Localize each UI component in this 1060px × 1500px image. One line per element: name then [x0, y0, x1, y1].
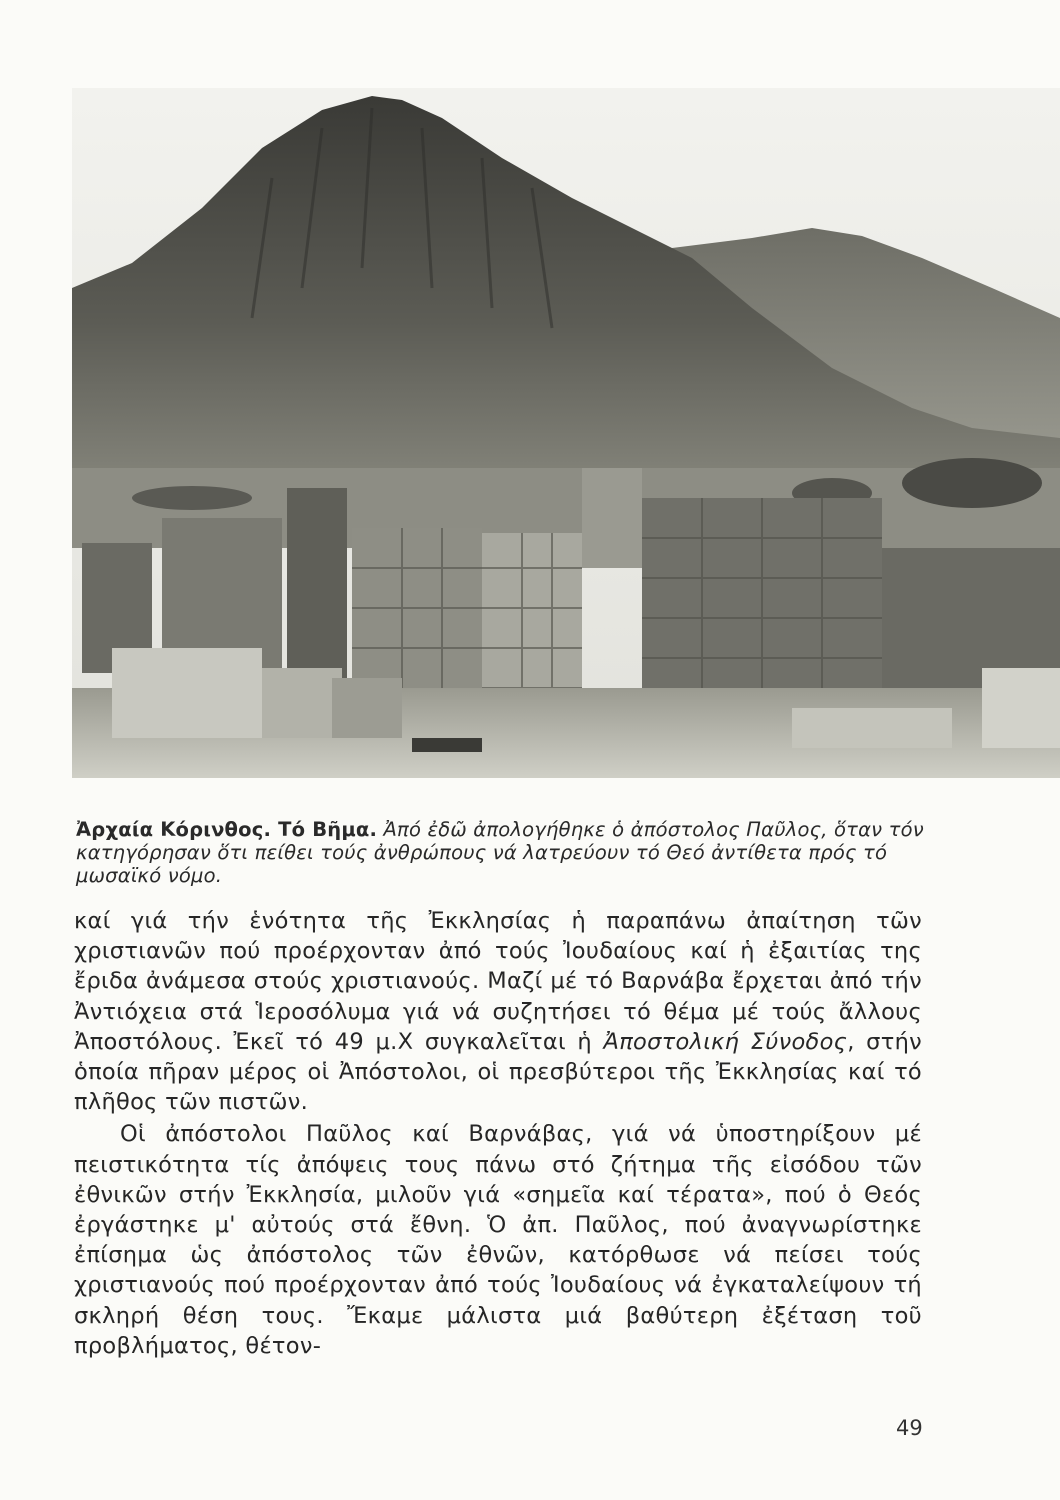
- caption-text: Ἀπό ἐδῶ ἀπολογήθηκε ὁ ἀπόστολος Παῦλος, ὅταν τόν κατηγόρησαν ὅτι πείθει τούς ἀνθρώπους νά λατρεύουν τό Θεό ἀντίθετα πρός τό μωσαϊκό νόμο.: [76, 818, 924, 887]
- paragraph-1-emphasis: Ἀποστολική Σύνοδος: [603, 1028, 848, 1055]
- paragraph-1: [74, 906, 922, 1117]
- paragraph-1-part-b: , στήν ὁποία πῆραν μέρος οἱ Ἀπόστολοι, οἱ πρεσβύτεροι τῆς Ἐκκλησίας καί τό πλῆθος τῶν πιστῶν.: [74, 1028, 923, 1116]
- photograph-icon: [72, 88, 1060, 778]
- paragraph-2: Οἱ ἀπόστολοι Παῦλος καί Βαρνάβας, γιά νά ὑποστηρίξουν μέ πειστικότητα τίς ἀπόψεις τους πάνω στό ζήτημα τῆς εἰσόδου τῶν ἐθνικῶν στήν Ἐκκλησία, μιλοῦν γιά «σημεῖα καί τέρατα», πού ὁ Θεός ἐργάστηκε μ' αὐτούς στά ἔθνη. Ὁ ἀπ. Παῦλος, πού ἀναγνωρίστηκε ἐπίσημα ὡς ἀπόστολος τῶν ἐθνῶν, κατόρθωσε νά πείσει τούς χριστιανούς πού προέρχονταν ἀπό τούς Ἰουδαίους νά ἐγκαταλείψουν τή σκληρή θέση τους. Ἔκαμε μάλιστα μιά βαθύτερη ἐξέταση τοῦ προβλήματος, θέτον-: [74, 1121, 922, 1359]
- paragraph-1-part-a: καί γιά τήν ἑνότητα τῆς Ἐκκλησίας ἡ παραπάνω ἀπαίτηση τῶν χριστιανῶν πού προέρχονταν ἀπό τούς Ἰουδαίους καί ἡ ἐξαιτίας της ἔριδα ἀνάμεσα στούς χριστιανούς. Μαζί μέ τό Βαρνάβα ἔρχεται ἀπό τήν Ἀντιόχεια στά Ἱεροσόλυμα γιά νά συζητήσει τό θέμα μέ τούς ἄλλους Ἀποστόλους. Ἐκεῖ τό 49 μ.Χ συγκαλεῖται ἡ: [74, 908, 922, 1055]
- caption-lead: Ἀρχαία Κόρινθος. Τό Βῆμα.: [76, 818, 378, 841]
- photo-ancient-corinth-bema: [72, 88, 1060, 778]
- page-number: 49: [896, 1416, 923, 1440]
- figure-caption: [76, 818, 936, 887]
- main-text: [74, 906, 922, 1361]
